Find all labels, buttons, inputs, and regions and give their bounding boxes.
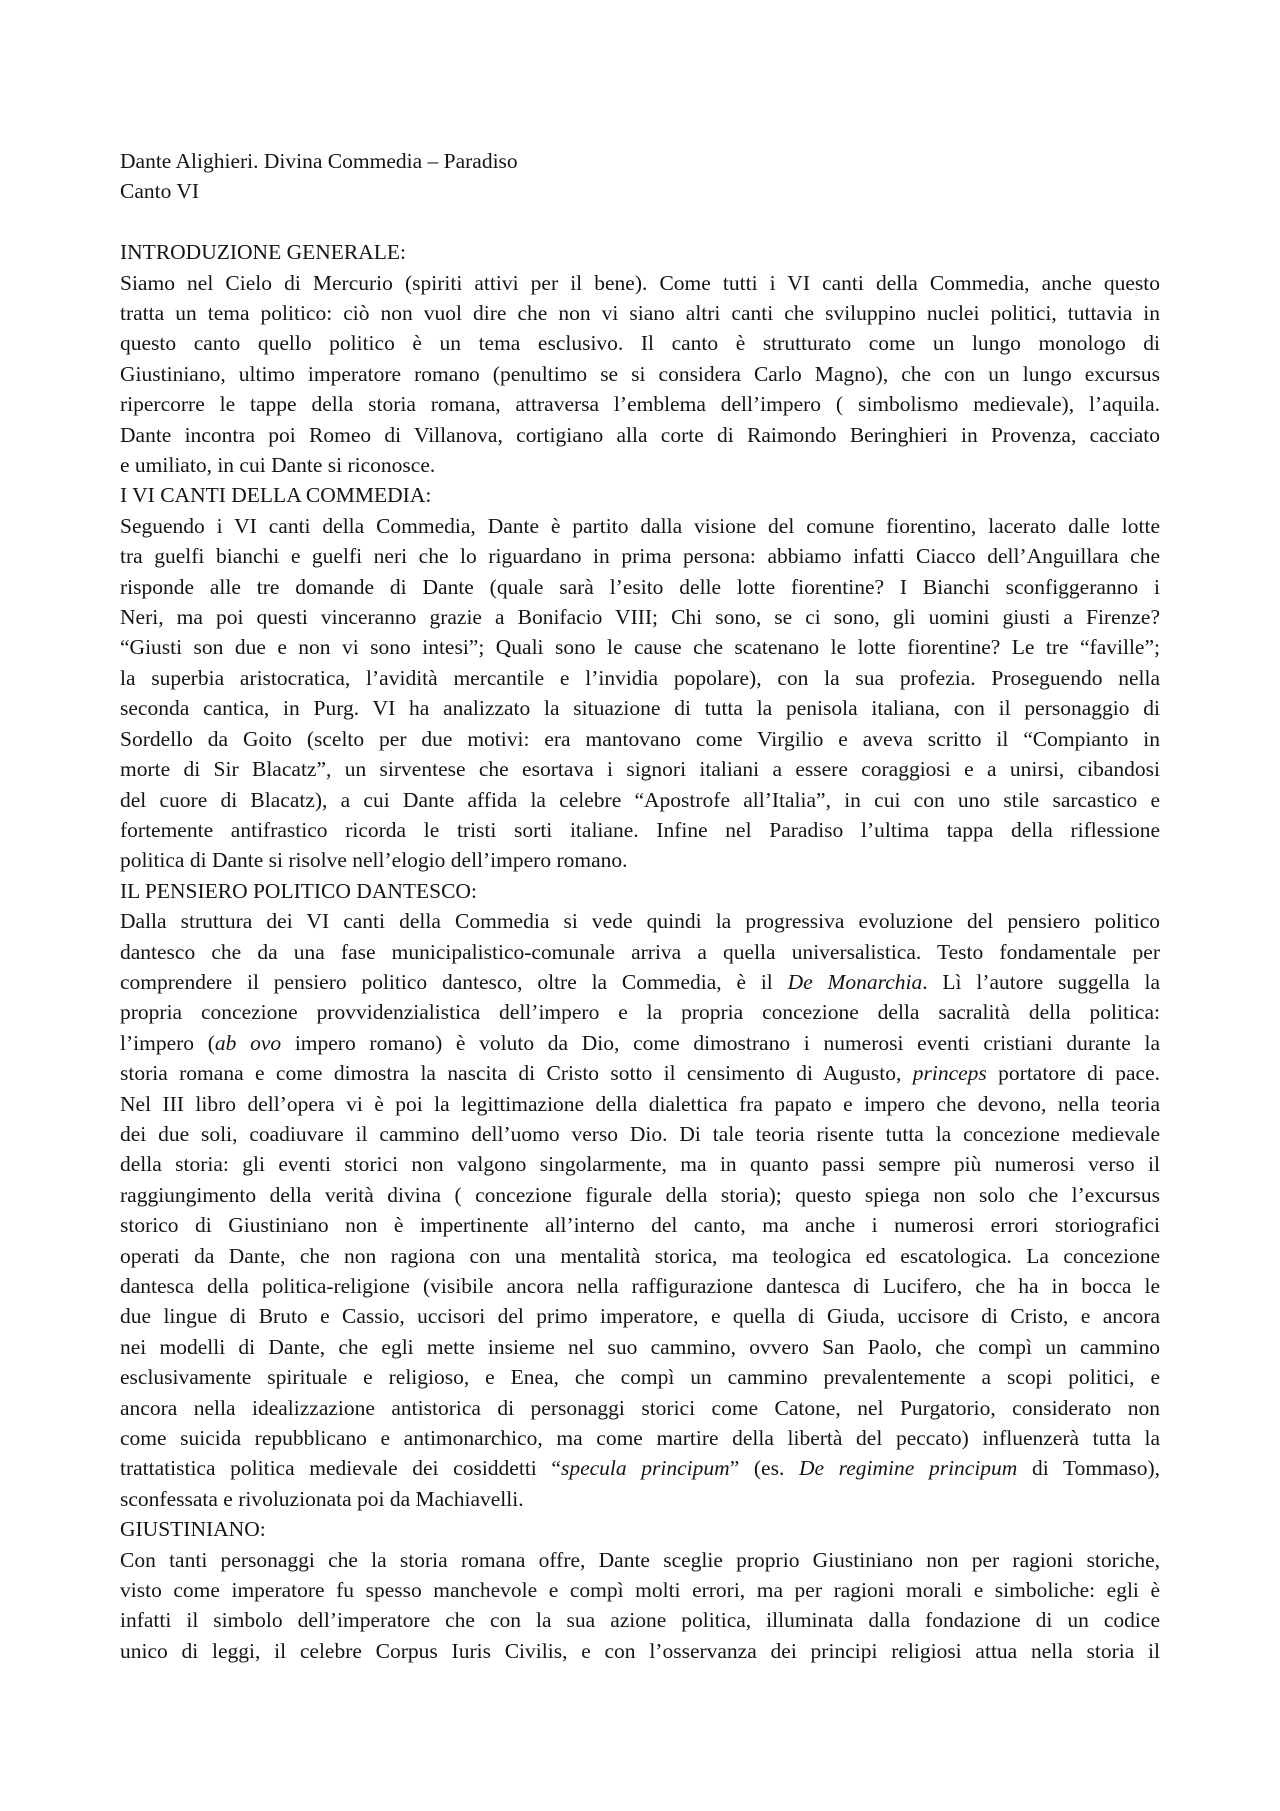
text-line: Nel III libro dell’opera vi è poi la legittimazione della dialettica fra papato e impero che devono, nella teoria [120, 1091, 1160, 1116]
text-line: come suicida repubblicano e antimonarchico, ma come martire della libertà del peccato) influenzerà tutta la [120, 1426, 1160, 1451]
text-segment: . Lì l’autore suggella la [922, 969, 1161, 994]
text-line: Con tanti personaggi che la storia romana offre, Dante sceglie proprio Giustiniano non per ragioni storiche, [120, 1547, 1160, 1572]
text-line: ripercorre le tappe della storia romana, attraversa l’emblema dell’impero ( simbolismo medievale), l’aquila. [120, 392, 1160, 417]
text-line: storico di Giustiniano non è impertinente all’interno del canto, ma anche i numerosi errori storiografici [120, 1213, 1160, 1238]
section-heading-pensiero: IL PENSIERO POLITICO DANTESCO: [120, 878, 477, 903]
text-line: unico di leggi, il celebre Corpus Iuris Civilis, e con l’osservanza dei principi religiosi attua nella storia il [120, 1638, 1160, 1663]
text-line [120, 1453, 1160, 1483]
text-line: morte di Sir Blacatz”, un sirventese che esortava i signori italiani a essere coraggiosi e a unirsi, cibandosi [120, 757, 1160, 782]
text-segment: storia romana e come dimostra la nascita di Cristo sotto il censimento di Augusto, [120, 1061, 913, 1086]
text-line: Dalla struttura dei VI canti della Commedia si vede quindi la progressiva evoluzione del pensiero politico [120, 909, 1160, 934]
italic-princeps: princeps [912, 1061, 987, 1086]
text-line: tra guelfi bianchi e guelfi neri che lo riguardano in prima persona: abbiamo infatti Ciacco dell’Anguillara che [120, 544, 1160, 569]
text-line: Seguendo i VI canti della Commedia, Dante è partito dalla visione del comune fiorentino, lacerato dalle lotte [120, 513, 1160, 538]
text-segment: comprendere il pensiero politico dantesco, oltre la Commedia, è il [120, 969, 788, 994]
text-segment: portatore di pace. [986, 1061, 1160, 1086]
text-line: del cuore di Blacatz), a cui Dante affida la celebre “Apostrofe all’Italia”, in cui con uno stile sarcastico e [120, 787, 1160, 812]
title-de-monarchia: De Monarchia [787, 969, 923, 994]
text-line: infatti il simbolo dell’imperatore che con la sua azione politica, illuminata dalla fondazione di un codice [120, 1608, 1160, 1633]
section-heading-giustiniano: GIUSTINIANO: [120, 1517, 266, 1542]
text-line: fortemente antifrastico ricorda le tristi sorti italiane. Infine nel Paradiso l’ultima tappa della riflessione [120, 817, 1160, 842]
italic-specula-principum: specula principum [560, 1456, 730, 1481]
text-line: operati da Dante, che non ragiona con una mentalità storica, ma teologica ed escatologica. La concezione [120, 1243, 1160, 1268]
document-title: Dante Alighieri. Divina Commedia – Paradiso [120, 149, 518, 173]
text-line: e umiliato, in cui Dante si riconosce. [120, 453, 436, 478]
text-line: dantesco che da una fase municipalistico-comunale arriva a quella universalistica. Testo fondamentale per [120, 939, 1160, 964]
blank-line [120, 207, 1160, 237]
text-segment: trattatistica politica medievale dei cosiddetti “ [120, 1456, 561, 1481]
document-page [120, 146, 1160, 1666]
section-heading-canti: I VI CANTI DELLA COMMEDIA: [120, 483, 432, 508]
text-line: due lingue di Bruto e Cassio, uccisori del primo imperatore, e quella di Giuda, uccisore di Cristo, e ancora [120, 1304, 1160, 1329]
paragraph-pensiero [120, 906, 1160, 1514]
text-line: Sordello da Goito (scelto per due motivi: era mantovano come Virgilio e aveva scritto il “Compianto in [120, 726, 1160, 751]
text-line: dantesca della politica-religione (visibile ancora nella raffigurazione dantesca di Lucifero, che ha in bocca le [120, 1274, 1160, 1299]
text-line [120, 967, 1160, 997]
paragraph-introduzione [120, 268, 1160, 481]
paragraph-canti [120, 511, 1160, 876]
document-subtitle: Canto VI [120, 179, 200, 204]
text-line: raggiungimento della verità divina ( concezione figurale della storia); questo spiega non solo che l’excursus [120, 1182, 1160, 1207]
text-line: seconda cantica, in Purg. VI ha analizzato la situazione di tutta la penisola italiana, con il personaggio di [120, 696, 1160, 721]
text-line: nei modelli di Dante, che egli mette insieme nel suo cammino, ovvero San Paolo, che compì un cammino [120, 1334, 1160, 1359]
text-segment: di Tommaso), [1017, 1456, 1160, 1481]
text-line: sconfessata e rivoluzionata poi da Machiavelli. [120, 1486, 524, 1511]
text-line: “Giusti son due e non vi sono intesi”; Quali sono le cause che scatenano le lotte fiorentine? Le tre “faville”; [120, 635, 1160, 660]
text-line: Siamo nel Cielo di Mercurio (spiriti attivi per il bene). Come tutti i VI canti della Commedia, anche questo [120, 270, 1160, 295]
text-line: esclusivamente spirituale e religioso, e Enea, che compì un cammino prevalentemente a scopi politici, e [120, 1365, 1160, 1390]
paragraph-giustiniano [120, 1545, 1160, 1667]
text-line [120, 1058, 1160, 1088]
text-segment: ” (es. [729, 1456, 799, 1481]
text-line: tratta un tema politico: ciò non vuol dire che non vi siano altri canti che sviluppino nuclei politici, tuttavia in [120, 301, 1160, 326]
text-line [120, 1028, 1160, 1058]
text-line: visto come imperatore fu spesso manchevole e compì molti errori, ma per ragioni morali e simboliche: egli è [120, 1578, 1160, 1603]
text-segment: impero romano) è voluto da Dio, come dimostrano i numerosi eventi cristiani durante la [281, 1030, 1160, 1055]
italic-ab-ovo: ab ovo [214, 1030, 282, 1055]
text-line: Dante incontra poi Romeo di Villanova, cortigiano alla corte di Raimondo Beringhieri in Provenza, cacciato [120, 422, 1160, 447]
text-line: Giustiniano, ultimo imperatore romano (penultimo se si considera Carlo Magno), che con un lungo excursus [120, 361, 1160, 386]
text-line: propria concezione provvidenzialistica dell’impero e la propria concezione della sacralità della politica: [120, 1000, 1160, 1025]
text-line: ancora nella idealizzazione antistorica di personaggi storici come Catone, nel Purgatorio, considerato non [120, 1395, 1160, 1420]
text-line: della storia: gli eventi storici non valgono singolarmente, ma in quanto passi sempre più numerosi verso il [120, 1152, 1160, 1177]
text-line: la superbia aristocratica, l’avidità mercantile e l’invidia popolare), con la sua profezia. Proseguendo nella [120, 665, 1160, 690]
section-heading-introduzione: INTRODUZIONE GENERALE: [120, 240, 407, 265]
title-de-regimine-principum: De regimine principum [798, 1456, 1018, 1481]
text-line: dei due soli, coadiuvare il cammino dell’uomo verso Dio. Di tale teoria risente tutta la concezione medievale [120, 1121, 1160, 1146]
text-line: politica di Dante si risolve nell’elogio dell’impero romano. [120, 848, 628, 873]
text-segment: l’impero ( [120, 1030, 215, 1055]
text-line: risponde alle tre domande di Dante (quale sarà l’esito delle lotte fiorentine? I Bianchi sconfiggeranno i [120, 574, 1160, 599]
text-line: questo canto quello politico è un tema esclusivo. Il canto è strutturato come un lungo monologo di [120, 331, 1160, 356]
text-line: Neri, ma poi questi vinceranno grazie a Bonifacio VIII; Chi sono, se ci sono, gli uomini giusti a Firenze? [120, 605, 1160, 630]
